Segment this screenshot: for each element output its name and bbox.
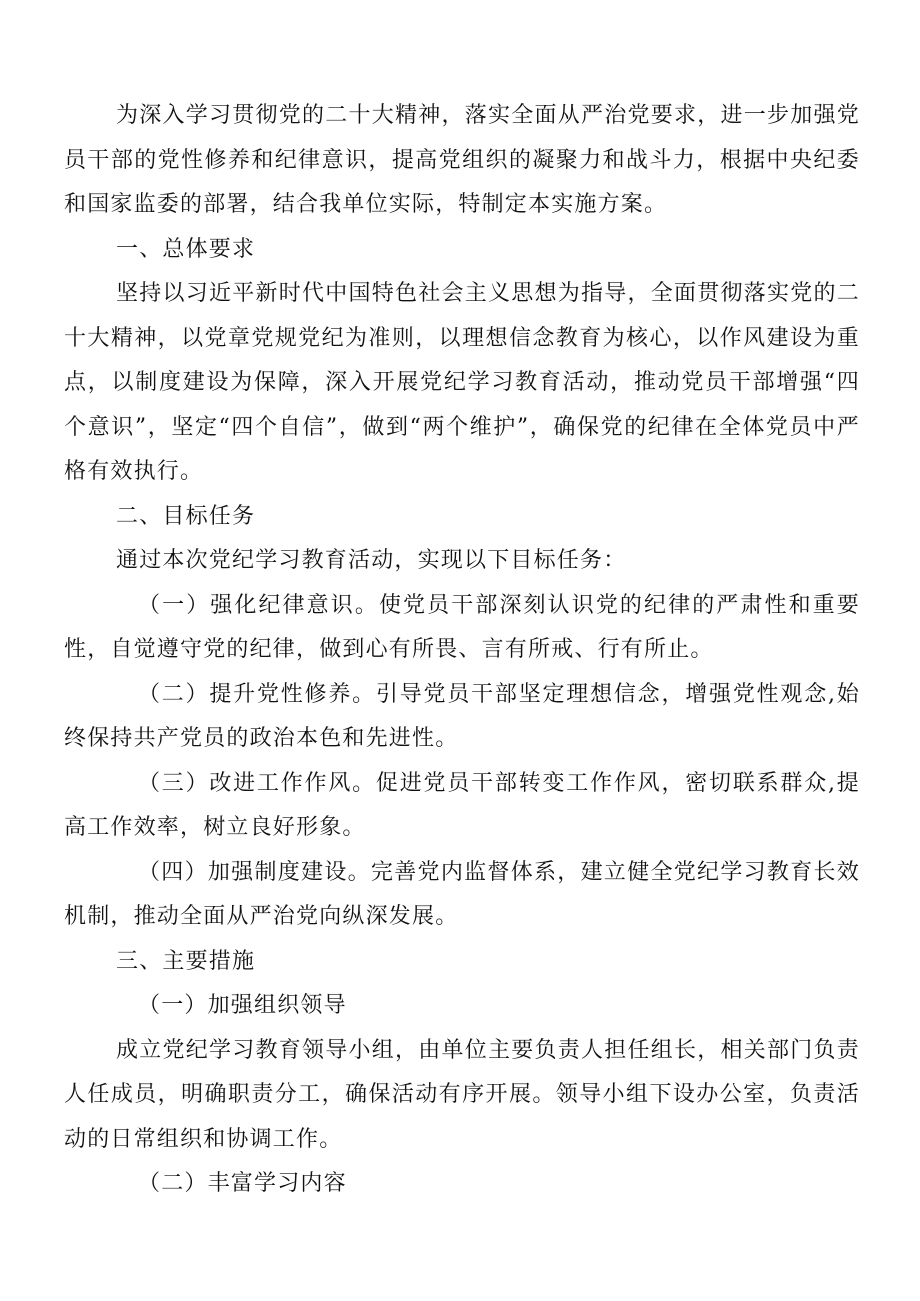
goals-lead-paragraph: 通过本次党纪学习教育活动，实现以下目标任务： bbox=[116, 548, 627, 573]
section-heading-goals: 二、目标任务 bbox=[116, 503, 256, 529]
measures-paragraph-1: 成立党纪学习教育领导小组，由单位主要负责人担任组长，相关部门负责人任成员，明确职责分工，确保活动有序开展。领导小组下设办公室，负责活动的日常组织和协调工作。 bbox=[64, 1037, 860, 1152]
goal-item-1: （一）强化纪律意识。使党员干部深刻认识党的纪律的严肃性和重要性，自觉遵守党的纪律，做到心有所畏、言有所戒、行有所止。 bbox=[64, 592, 860, 662]
measures-subheading-1: （一）加强组织领导 bbox=[138, 993, 347, 1018]
document-body bbox=[64, 94, 860, 1207]
section-heading-measures: 三、主要措施 bbox=[116, 948, 256, 974]
general-requirements-paragraph: 坚持以习近平新时代中国特色社会主义思想为指导，全面贯彻落实党的二十大精神，以党章党规党纪为准则，以理想信念教育为核心，以作风建设为重点，以制度建设为保障，深入开展党纪学习教育活动，推动党员干部增强“四个意识”，坚定“四个自信”，做到“两个维护”，确保党的纪律在全体党员中严格有效执行。 bbox=[64, 281, 860, 484]
section-heading-general-requirements: 一、总体要求 bbox=[116, 236, 256, 262]
goal-item-3: （三）改进工作作风。促进党员干部转变工作作风，密切联系群众,提高工作效率，树立良好形象。 bbox=[64, 770, 860, 840]
goal-item-2: （二）提升党性修养。引导党员干部坚定理想信念，增强党性观念,始终保持共产党员的政治本色和先进性。 bbox=[64, 681, 860, 751]
goal-item-4: （四）加强制度建设。完善党内监督体系，建立健全党纪学习教育长效机制，推动全面从严治党向纵深发展。 bbox=[64, 859, 860, 929]
intro-paragraph: 为深入学习贯彻党的二十大精神，落实全面从严治党要求，进一步加强党员干部的党性修养和纪律意识，提高党组织的凝聚力和战斗力，根据中央纪委和国家监委的部署，结合我单位实际，特制定本实施方案。 bbox=[64, 103, 860, 217]
measures-subheading-2: （二）丰富学习内容 bbox=[138, 1171, 347, 1196]
